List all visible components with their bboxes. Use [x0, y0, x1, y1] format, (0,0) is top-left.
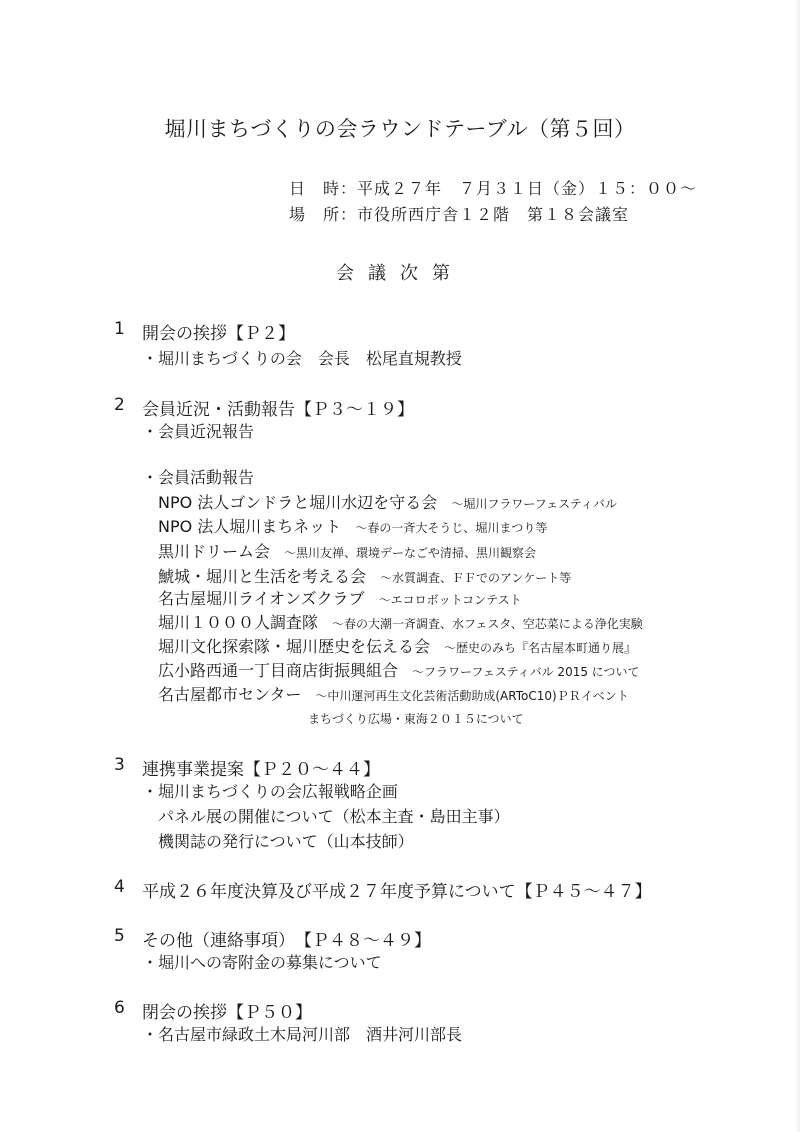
report-entry: [158, 634, 636, 657]
report-org: 名古屋堀川ライオンズクラブ: [158, 589, 365, 608]
section-number: 2: [114, 395, 125, 415]
report-entry: [158, 564, 571, 587]
agenda-item: ・会員近況報告: [142, 422, 255, 441]
report-note: ～歴史のみち『名古屋本町通り展』: [444, 641, 637, 655]
report-org: 堀川１０００人調査隊: [158, 613, 319, 632]
agenda-item: ・名古屋市緑政土木局河川部 酒井河川部長: [142, 1025, 463, 1044]
report-note: ～フラワーフェスティバル 2015 について: [412, 665, 640, 679]
section-heading: 連携事業提案【Ｐ２０～４４】: [142, 760, 380, 780]
report-entry: [158, 586, 522, 609]
section-number: 4: [114, 877, 125, 897]
document-title: 堀川まちづくりの会ラウンドテーブル（第５回）: [164, 117, 636, 141]
report-org: NPO 法人堀川まちネット: [158, 517, 342, 536]
agenda-heading: 会議次第: [336, 263, 464, 284]
report-entry: [158, 539, 536, 562]
report-org: 名古屋都市センター: [158, 685, 302, 704]
agenda-item: ・堀川まちづくりの会 会長 松尾直規教授: [142, 349, 462, 368]
section-number: 5: [114, 926, 125, 946]
report-org: 黒川ドリーム会: [158, 542, 271, 561]
report-entry: [158, 610, 643, 633]
report-entry: [158, 658, 640, 681]
report-note: ～堀川フラワーフェスティバル: [451, 497, 617, 511]
report-note: ～エコロボットコンテスト: [378, 593, 522, 607]
section-number: 3: [114, 755, 125, 775]
section-heading: 開会の挨拶【Ｐ２】: [142, 324, 295, 344]
report-note: ～中川運河再生文化芸術活動助成(ARToC10)ＰＲイベント: [315, 689, 629, 703]
section-heading: 会員近況・活動報告【Ｐ３～１９】: [142, 400, 414, 420]
section-heading: 閉会の挨拶【Ｐ５０】: [142, 1003, 312, 1023]
agenda-subitem: 機関誌の発行について（山本技師）: [158, 832, 414, 851]
section-number: 6: [114, 998, 125, 1018]
section-heading: 平成２６年度決算及び平成２７年度予算について【Ｐ４５～４７】: [142, 882, 652, 902]
meeting-place: 場 所：市役所西庁舎１２階 第１８会議室: [289, 205, 630, 224]
report-org: NPO 法人ゴンドラと堀川水辺を守る会: [158, 493, 438, 512]
report-org: 広小路西通一丁目商店街振興組合: [158, 661, 399, 680]
report-note: ～黒川友禅、環境デーなごや清掃、黒川観察会: [284, 546, 537, 560]
report-note: ～春の大潮一斉調査、水フェスタ、空芯菜による浄化実験: [332, 617, 643, 631]
section-heading: その他（連絡事項） 【Ｐ４８～４９】: [142, 931, 431, 951]
agenda-subitem: パネル展の開催について（松本主査・島田主事）: [158, 807, 510, 826]
agenda-item: ・会員活動報告: [142, 468, 255, 487]
report-note-continuation: まちづくり広場・東海２０１５について: [308, 712, 524, 726]
report-note: ～水質調査、ＦＦでのアンケート等: [380, 571, 572, 585]
agenda-item: ・堀川への寄附金の募集について: [142, 953, 382, 972]
scan-edge-shadow: [794, 0, 800, 1132]
meeting-datetime: 日 時：平成２７年 ７月３１日（金）１５：００～: [289, 179, 698, 198]
report-note: ～春の一斉大そうじ、堀川まつり等: [355, 521, 548, 535]
agenda-item: ・堀川まちづくりの会広報戦略企画: [142, 782, 398, 801]
report-org: 鯱城・堀川と生活を考える会: [158, 567, 367, 586]
report-entry: [158, 490, 617, 513]
section-number: 1: [114, 319, 125, 339]
report-entry: [158, 682, 629, 705]
report-entry: [158, 514, 547, 537]
report-org: 堀川文化探索隊・堀川歴史を伝える会: [158, 637, 431, 656]
